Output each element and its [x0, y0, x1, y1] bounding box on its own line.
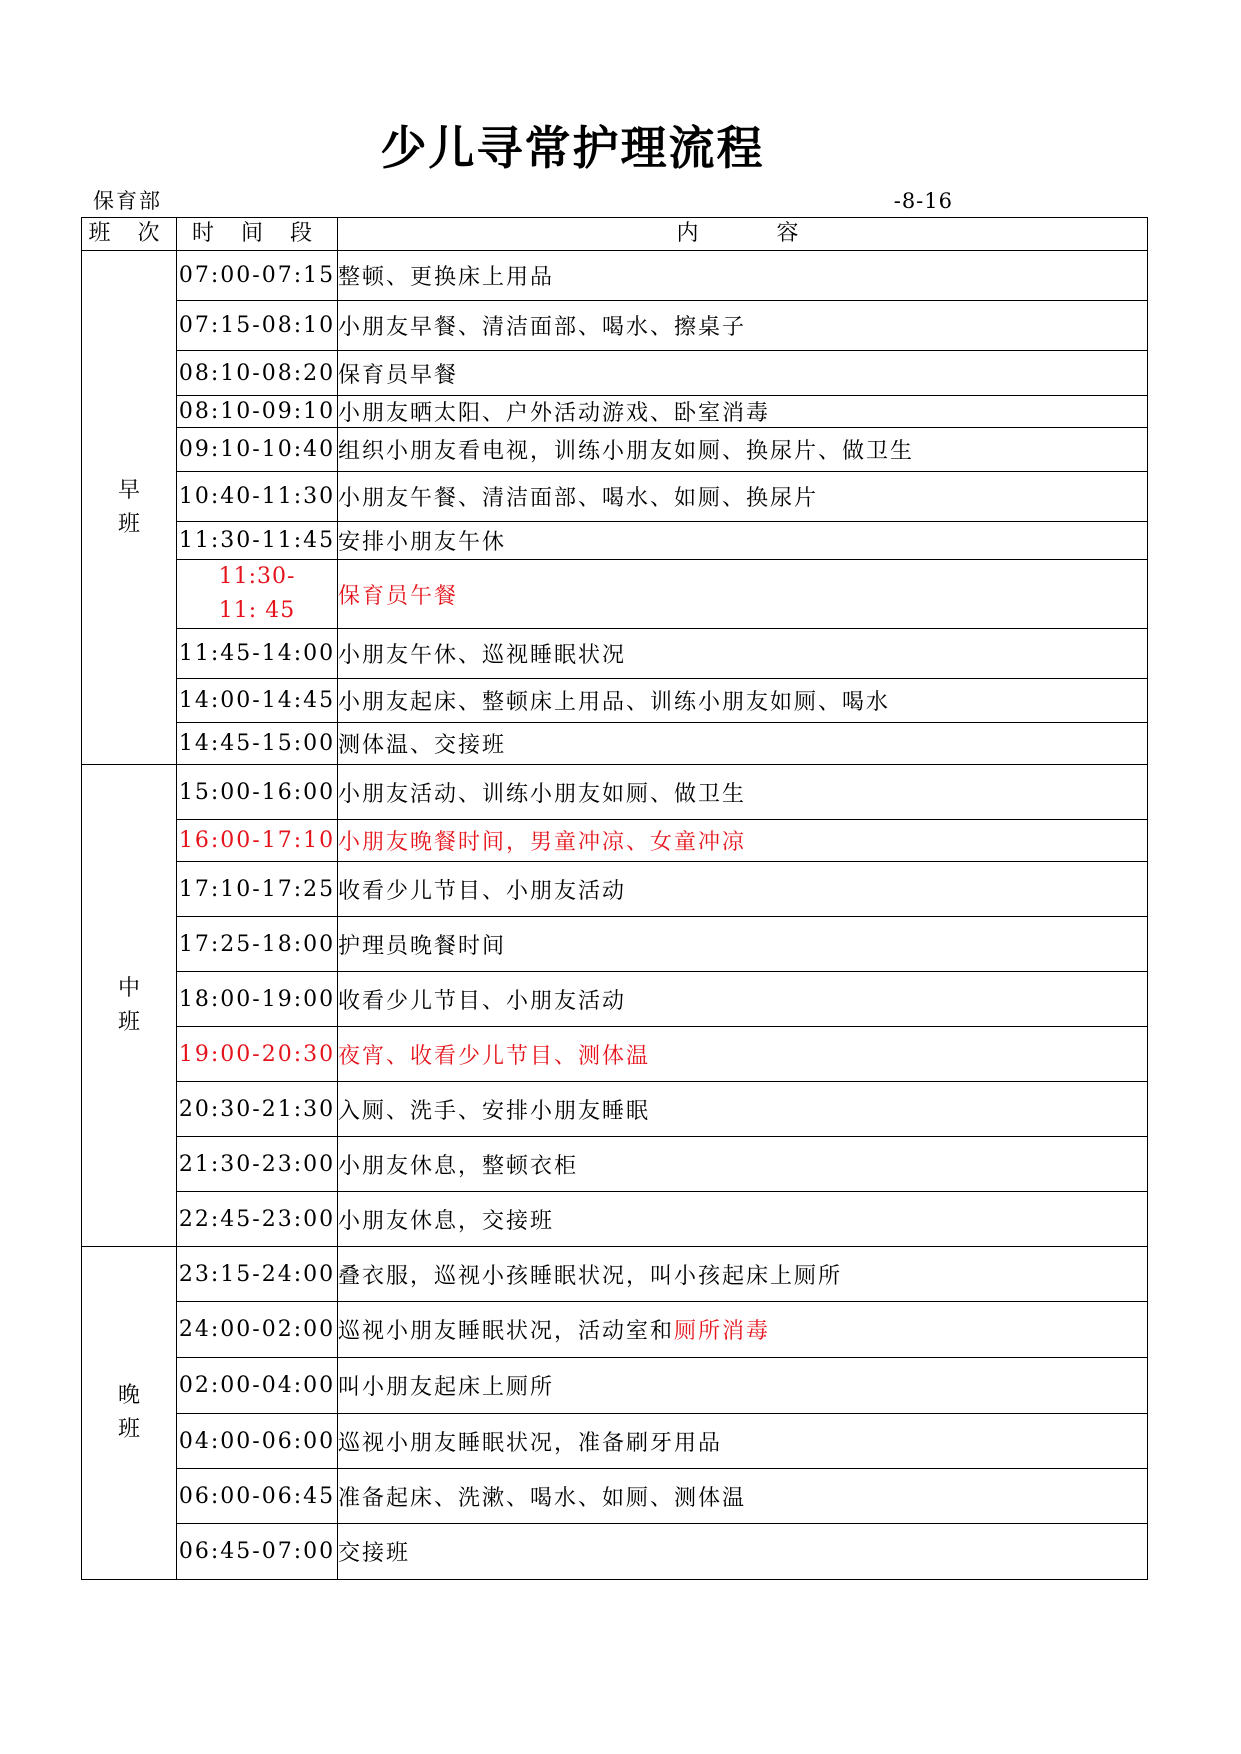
table-row [82, 1027, 1148, 1082]
shift-middle: 中 班 [82, 765, 177, 1247]
table-row [82, 351, 1148, 396]
content-cell: 小朋友活动、训练小朋友如厕、做卫生 [338, 765, 1148, 820]
table-row [82, 1247, 1148, 1302]
table-row [82, 251, 1148, 301]
time-cell: 04:00-06:00 [177, 1414, 338, 1469]
table-row [82, 629, 1148, 679]
time-cell: 11:30- 11: 45 [177, 560, 338, 629]
content-cell: 组织小朋友看电视，训练小朋友如厕、换尿片、做卫生 [338, 428, 1148, 472]
content-cell: 交接班 [338, 1524, 1148, 1580]
table-row [82, 560, 1148, 629]
time-cell: 18:00-19:00 [177, 972, 338, 1027]
shift-morning: 早 班 [82, 251, 177, 765]
content-cell: 保育员午餐 [338, 560, 1148, 629]
content-cell: 小朋友起床、整顿床上用品、训练小朋友如厕、喝水 [338, 679, 1148, 723]
time-cell: 23:15-24:00 [177, 1247, 338, 1302]
time-cell: 08:10-08:20 [177, 351, 338, 396]
time-cell: 07:00-07:15 [177, 251, 338, 301]
time-cell: 17:10-17:25 [177, 862, 338, 917]
content-cell: 收看少儿节目、小朋友活动 [338, 972, 1148, 1027]
content-cell: 叫小朋友起床上厕所 [338, 1358, 1148, 1414]
content-cell: 小朋友休息，整顿衣柜 [338, 1137, 1148, 1192]
table-header-row [82, 218, 1148, 251]
header-content: 内 容 [338, 218, 1148, 251]
table-row [82, 765, 1148, 820]
content-cell: 入厕、洗手、安排小朋友睡眠 [338, 1082, 1148, 1137]
content-cell: 收看少儿节目、小朋友活动 [338, 862, 1148, 917]
time-cell: 20:30-21:30 [177, 1082, 338, 1137]
table-row [82, 723, 1148, 765]
page-title: 少儿寻常护理流程 [380, 121, 765, 175]
table-row [82, 1524, 1148, 1580]
table-row [82, 679, 1148, 723]
table-row [82, 301, 1148, 351]
time-cell: 09:10-10:40 [177, 428, 338, 472]
content-cell: 护理员晚餐时间 [338, 917, 1148, 972]
content-cell: 保育员早餐 [338, 351, 1148, 396]
table-row [82, 1082, 1148, 1137]
content-cell: 巡视小朋友睡眠状况，准备刷牙用品 [338, 1414, 1148, 1469]
content-cell: 小朋友午休、巡视睡眠状况 [338, 629, 1148, 679]
time-cell: 19:00-20:30 [177, 1027, 338, 1082]
care-schedule-table [81, 217, 1148, 1580]
header-time: 时 间 段 [177, 218, 338, 251]
time-cell: 17:25-18:00 [177, 917, 338, 972]
content-cell: 安排小朋友午休 [338, 522, 1148, 560]
content-cell: 小朋友晚餐时间，男童冲凉、女童冲凉 [338, 820, 1148, 862]
table-row [82, 1414, 1148, 1469]
table-row [82, 1137, 1148, 1192]
time-cell: 14:00-14:45 [177, 679, 338, 723]
table-row [82, 428, 1148, 472]
table-row [82, 820, 1148, 862]
content-cell: 小朋友午餐、清洁面部、喝水、如厕、换尿片 [338, 472, 1148, 522]
content-cell: 小朋友休息，交接班 [338, 1192, 1148, 1247]
table-row [82, 1302, 1148, 1358]
time-cell: 24:00-02:00 [177, 1302, 338, 1358]
table-row [82, 1192, 1148, 1247]
content-cell: 小朋友晒太阳、户外活动游戏、卧室消毒 [338, 396, 1148, 428]
table-row [82, 917, 1148, 972]
table-row [82, 522, 1148, 560]
document-date: -8-16 [893, 189, 953, 213]
time-cell: 07:15-08:10 [177, 301, 338, 351]
department-label: 保育部 [93, 189, 162, 213]
table-row [82, 396, 1148, 428]
time-cell: 02:00-04:00 [177, 1358, 338, 1414]
document-meta [93, 187, 953, 215]
table-row [82, 1469, 1148, 1524]
time-cell: 21:30-23:00 [177, 1137, 338, 1192]
time-cell: 11:30-11:45 [177, 522, 338, 560]
table-row [82, 1358, 1148, 1414]
content-cell: 夜宵、收看少儿节目、测体温 [338, 1027, 1148, 1082]
time-cell: 11:45-14:00 [177, 629, 338, 679]
table-row [82, 472, 1148, 522]
table-row [82, 862, 1148, 917]
content-cell: 测体温、交接班 [338, 723, 1148, 765]
time-cell: 08:10-09:10 [177, 396, 338, 428]
time-cell: 16:00-17:10 [177, 820, 338, 862]
shift-night: 晚 班 [82, 1247, 177, 1580]
time-cell: 14:45-15:00 [177, 723, 338, 765]
time-cell: 10:40-11:30 [177, 472, 338, 522]
content-cell: 整顿、更换床上用品 [338, 251, 1148, 301]
time-cell: 06:00-06:45 [177, 1469, 338, 1524]
time-cell: 22:45-23:00 [177, 1192, 338, 1247]
table-row [82, 972, 1148, 1027]
header-shift: 班 次 [82, 218, 177, 251]
content-cell: 小朋友早餐、清洁面部、喝水、擦桌子 [338, 301, 1148, 351]
time-cell: 06:45-07:00 [177, 1524, 338, 1580]
content-cell: 准备起床、洗漱、喝水、如厕、测体温 [338, 1469, 1148, 1524]
content-cell: 叠衣服，巡视小孩睡眠状况，叫小孩起床上厕所 [338, 1247, 1148, 1302]
time-cell: 15:00-16:00 [177, 765, 338, 820]
content-cell: 巡视小朋友睡眠状况，活动室和厕所消毒 [338, 1302, 1148, 1358]
